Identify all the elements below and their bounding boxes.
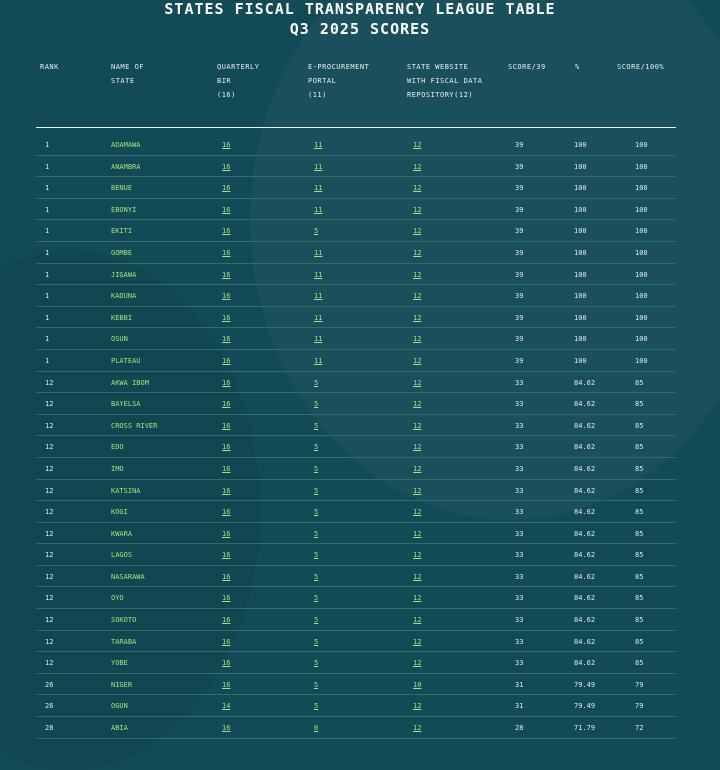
rank-cell: 1 <box>45 292 50 301</box>
website-cell[interactable]: 12 <box>413 702 422 711</box>
table-row <box>36 480 676 502</box>
score-39-cell: 33 <box>515 508 524 517</box>
rank-cell: 12 <box>45 400 54 409</box>
score-100-cell: 100 <box>635 227 648 236</box>
e-procurement-cell[interactable]: 5 <box>314 594 319 603</box>
e-procurement-cell[interactable]: 5 <box>314 616 319 625</box>
header-rank: RANK <box>40 63 59 71</box>
website-cell[interactable]: 12 <box>413 637 422 646</box>
website-cell[interactable]: 12 <box>413 529 422 538</box>
state-name-cell: KWARA <box>111 529 133 538</box>
table-row <box>36 695 676 717</box>
table-row <box>36 328 676 350</box>
e-procurement-cell[interactable]: 5 <box>314 572 319 581</box>
rank-cell: 1 <box>45 313 50 322</box>
website-cell[interactable]: 10 <box>413 680 422 689</box>
state-name-cell: KADUNA <box>111 292 137 301</box>
e-procurement-cell[interactable]: 11 <box>314 335 323 344</box>
percent-cell: 79.49 <box>574 702 596 711</box>
state-name-cell: EKITI <box>111 227 133 236</box>
rank-cell: 12 <box>45 378 54 387</box>
quarterly-bir-cell[interactable]: 16 <box>222 270 231 279</box>
table-row <box>36 566 676 588</box>
table-row <box>36 415 676 437</box>
percent-cell: 84.62 <box>574 400 596 409</box>
state-name-cell: OGUN <box>111 702 128 711</box>
website-cell[interactable]: 12 <box>413 421 422 430</box>
title-block <box>0 0 720 39</box>
score-100-cell: 85 <box>635 637 644 646</box>
score-39-cell: 33 <box>515 378 524 387</box>
state-name-cell: EBONYI <box>111 205 137 214</box>
state-name-cell: TARABA <box>111 637 137 646</box>
e-procurement-cell[interactable]: 11 <box>314 270 323 279</box>
table-row <box>36 242 676 264</box>
table-row <box>36 631 676 653</box>
website-cell[interactable]: 12 <box>413 248 422 257</box>
score-100-cell: 85 <box>635 400 644 409</box>
percent-cell: 84.62 <box>574 616 596 625</box>
quarterly-bir-cell[interactable]: 16 <box>222 421 231 430</box>
state-name-cell: IMO <box>111 464 124 473</box>
e-procurement-cell[interactable]: 5 <box>314 378 319 387</box>
table-row <box>36 609 676 631</box>
score-100-cell: 79 <box>635 680 644 689</box>
percent-cell: 100 <box>574 205 587 214</box>
header-score-39: SCORE/39 <box>508 63 546 71</box>
score-39-cell: 33 <box>515 572 524 581</box>
website-cell[interactable]: 12 <box>413 551 422 560</box>
website-cell[interactable]: 12 <box>413 464 422 473</box>
rank-cell: 28 <box>45 724 54 733</box>
percent-cell: 100 <box>574 313 587 322</box>
score-100-cell: 100 <box>635 205 648 214</box>
e-procurement-cell[interactable]: 11 <box>314 205 323 214</box>
header-quarterly-bir: QUARTERLY BIR (16) <box>217 63 260 99</box>
page-title: STATES FISCAL TRANSPARENCY LEAGUE TABLE <box>164 0 556 18</box>
quarterly-bir-cell[interactable]: 16 <box>222 637 231 646</box>
quarterly-bir-cell[interactable]: 16 <box>222 659 231 668</box>
state-name-cell: PLATEAU <box>111 356 141 365</box>
e-procurement-cell[interactable]: 5 <box>314 680 319 689</box>
e-procurement-cell[interactable]: 5 <box>314 659 319 668</box>
rank-cell: 12 <box>45 594 54 603</box>
rank-cell: 12 <box>45 464 54 473</box>
score-100-cell: 85 <box>635 616 644 625</box>
e-procurement-cell[interactable]: 5 <box>314 227 319 236</box>
quarterly-bir-cell[interactable]: 16 <box>222 529 231 538</box>
score-39-cell: 33 <box>515 486 524 495</box>
table-row <box>36 393 676 415</box>
quarterly-bir-cell[interactable]: 16 <box>222 227 231 236</box>
rank-cell: 1 <box>45 270 50 279</box>
state-name-cell: NASARAWA <box>111 572 145 581</box>
percent-cell: 100 <box>574 184 587 193</box>
percent-cell: 84.62 <box>574 572 596 581</box>
header-score-100: SCORE/100% <box>617 63 665 71</box>
score-39-cell: 33 <box>515 529 524 538</box>
score-39-cell: 31 <box>515 702 524 711</box>
rank-cell: 1 <box>45 205 50 214</box>
e-procurement-cell[interactable]: 5 <box>314 551 319 560</box>
state-name-cell: KEBBI <box>111 313 133 322</box>
rank-cell: 12 <box>45 443 54 452</box>
score-100-cell: 79 <box>635 702 644 711</box>
e-procurement-cell[interactable]: 0 <box>314 724 319 733</box>
quarterly-bir-cell[interactable]: 16 <box>222 248 231 257</box>
rank-cell: 1 <box>45 335 50 344</box>
percent-cell: 84.62 <box>574 421 596 430</box>
score-39-cell: 33 <box>515 659 524 668</box>
percent-cell: 84.62 <box>574 659 596 668</box>
state-name-cell: OSUN <box>111 335 128 344</box>
table-row <box>36 199 676 221</box>
header-divider <box>36 127 676 128</box>
website-cell[interactable]: 12 <box>413 616 422 625</box>
e-procurement-cell[interactable]: 5 <box>314 529 319 538</box>
table-row <box>36 674 676 696</box>
score-39-cell: 39 <box>515 227 524 236</box>
score-39-cell: 33 <box>515 464 524 473</box>
score-39-cell: 39 <box>515 356 524 365</box>
quarterly-bir-cell[interactable]: 16 <box>222 680 231 689</box>
score-100-cell: 85 <box>635 594 644 603</box>
percent-cell: 100 <box>574 270 587 279</box>
state-name-cell: KATSINA <box>111 486 141 495</box>
table-row <box>36 436 676 458</box>
score-100-cell: 85 <box>635 659 644 668</box>
score-39-cell: 39 <box>515 162 524 171</box>
rank-cell: 12 <box>45 529 54 538</box>
score-39-cell: 39 <box>515 184 524 193</box>
e-procurement-cell[interactable]: 11 <box>314 356 323 365</box>
score-100-cell: 100 <box>635 184 648 193</box>
score-100-cell: 100 <box>635 356 648 365</box>
percent-cell: 100 <box>574 227 587 236</box>
state-name-cell: ANAMBRA <box>111 162 141 171</box>
website-cell[interactable]: 12 <box>413 659 422 668</box>
score-100-cell: 85 <box>635 443 644 452</box>
page-subtitle: Q3 2025 SCORES <box>289 20 431 38</box>
percent-cell: 84.62 <box>574 508 596 517</box>
e-procurement-cell[interactable]: 5 <box>314 400 319 409</box>
score-39-cell: 33 <box>515 443 524 452</box>
e-procurement-cell[interactable]: 5 <box>314 486 319 495</box>
state-name-cell: BAYELSA <box>111 400 141 409</box>
rank-cell: 1 <box>45 227 50 236</box>
score-39-cell: 39 <box>515 335 524 344</box>
score-100-cell: 85 <box>635 378 644 387</box>
score-39-cell: 39 <box>515 313 524 322</box>
website-cell[interactable]: 12 <box>413 572 422 581</box>
score-39-cell: 28 <box>515 724 524 733</box>
state-name-cell: YOBE <box>111 659 128 668</box>
quarterly-bir-cell[interactable]: 16 <box>222 162 231 171</box>
score-100-cell: 100 <box>635 162 648 171</box>
score-39-cell: 33 <box>515 594 524 603</box>
percent-cell: 100 <box>574 248 587 257</box>
website-cell[interactable]: 12 <box>413 205 422 214</box>
table-row <box>36 372 676 394</box>
quarterly-bir-cell[interactable]: 16 <box>222 616 231 625</box>
quarterly-bir-cell[interactable]: 16 <box>222 572 231 581</box>
website-cell[interactable]: 12 <box>413 356 422 365</box>
table-row <box>36 264 676 286</box>
quarterly-bir-cell[interactable]: 16 <box>222 486 231 495</box>
score-100-cell: 85 <box>635 486 644 495</box>
website-cell[interactable]: 12 <box>413 335 422 344</box>
website-cell[interactable]: 12 <box>413 400 422 409</box>
score-100-cell: 100 <box>635 292 648 301</box>
quarterly-bir-cell[interactable]: 16 <box>222 443 231 452</box>
score-100-cell: 100 <box>635 248 648 257</box>
percent-cell: 84.62 <box>574 594 596 603</box>
state-name-cell: LAGOS <box>111 551 133 560</box>
state-name-cell: OYO <box>111 594 124 603</box>
percent-cell: 100 <box>574 356 587 365</box>
rank-cell: 1 <box>45 356 50 365</box>
quarterly-bir-cell[interactable]: 16 <box>222 335 231 344</box>
quarterly-bir-cell[interactable]: 16 <box>222 551 231 560</box>
website-cell[interactable]: 12 <box>413 162 422 171</box>
e-procurement-cell[interactable]: 5 <box>314 637 319 646</box>
e-procurement-cell[interactable]: 11 <box>314 292 323 301</box>
table-row <box>36 156 676 178</box>
quarterly-bir-cell[interactable]: 16 <box>222 141 231 149</box>
score-39-cell: 31 <box>515 680 524 689</box>
rank-cell: 12 <box>45 508 54 517</box>
percent-cell: 100 <box>574 162 587 171</box>
header-state: NAME OF STATE <box>111 63 145 85</box>
score-39-cell: 39 <box>515 248 524 257</box>
score-100-cell: 72 <box>635 724 644 733</box>
percent-cell: 84.62 <box>574 551 596 560</box>
quarterly-bir-cell[interactable]: 16 <box>222 205 231 214</box>
e-procurement-cell[interactable]: 11 <box>314 248 323 257</box>
percent-cell: 71.79 <box>574 724 596 733</box>
table-row <box>36 134 676 156</box>
state-name-cell: AKWA IBOM <box>111 378 149 387</box>
rank-cell: 12 <box>45 659 54 668</box>
e-procurement-cell[interactable]: 5 <box>314 443 319 452</box>
rank-cell: 12 <box>45 616 54 625</box>
percent-cell: 84.62 <box>574 486 596 495</box>
score-39-cell: 39 <box>515 270 524 279</box>
website-cell[interactable]: 12 <box>413 508 422 517</box>
table-row <box>36 177 676 199</box>
table-row <box>36 307 676 329</box>
score-100-cell: 85 <box>635 421 644 430</box>
percent-cell: 84.62 <box>574 378 596 387</box>
e-procurement-cell[interactable]: 11 <box>314 141 323 149</box>
website-cell[interactable]: 12 <box>413 313 422 322</box>
state-name-cell: BENUE <box>111 184 133 193</box>
rank-cell: 12 <box>45 572 54 581</box>
table-row <box>36 652 676 674</box>
score-100-cell: 100 <box>635 313 648 322</box>
percent-cell: 79.49 <box>574 680 596 689</box>
state-name-cell: NIGER <box>111 680 133 689</box>
score-100-cell: 100 <box>635 270 648 279</box>
e-procurement-cell[interactable]: 11 <box>314 162 323 171</box>
header-percent: % <box>575 63 580 71</box>
state-name-cell: ABIA <box>111 724 128 733</box>
score-39-cell: 39 <box>515 292 524 301</box>
state-name-cell: JIGAWA <box>111 270 137 279</box>
rank-cell: 26 <box>45 680 54 689</box>
percent-cell: 100 <box>574 141 587 149</box>
rank-cell: 12 <box>45 551 54 560</box>
quarterly-bir-cell[interactable]: 16 <box>222 313 231 322</box>
e-procurement-cell[interactable]: 5 <box>314 464 319 473</box>
header-state-website: STATE WEBSITE WITH FISCAL DATA REPOSITORY(12) <box>407 63 483 99</box>
table-row <box>36 458 676 480</box>
score-39-cell: 33 <box>515 421 524 430</box>
e-procurement-cell[interactable]: 5 <box>314 508 319 517</box>
score-39-cell: 33 <box>515 400 524 409</box>
quarterly-bir-cell[interactable]: 16 <box>222 724 231 733</box>
quarterly-bir-cell[interactable]: 16 <box>222 464 231 473</box>
state-name-cell: SOKOTO <box>111 616 137 625</box>
table-row <box>36 501 676 523</box>
state-name-cell: KOGI <box>111 508 128 517</box>
table-row <box>36 717 676 739</box>
rank-cell: 26 <box>45 702 54 711</box>
rank-cell: 12 <box>45 421 54 430</box>
quarterly-bir-cell[interactable]: 16 <box>222 594 231 603</box>
score-100-cell: 100 <box>635 141 648 149</box>
rank-cell: 1 <box>45 141 50 149</box>
table-row <box>36 587 676 609</box>
rank-cell: 12 <box>45 486 54 495</box>
percent-cell: 84.62 <box>574 443 596 452</box>
website-cell[interactable]: 12 <box>413 486 422 495</box>
table-row <box>36 220 676 242</box>
quarterly-bir-cell[interactable]: 16 <box>222 508 231 517</box>
website-cell[interactable]: 12 <box>413 141 422 149</box>
percent-cell: 84.62 <box>574 464 596 473</box>
table-row <box>36 350 676 372</box>
score-39-cell: 33 <box>515 551 524 560</box>
score-100-cell: 100 <box>635 335 648 344</box>
score-39-cell: 33 <box>515 637 524 646</box>
rank-cell: 1 <box>45 162 50 171</box>
state-name-cell: ADAMAWA <box>111 141 141 149</box>
score-100-cell: 85 <box>635 572 644 581</box>
percent-cell: 84.62 <box>574 529 596 538</box>
website-cell[interactable]: 12 <box>413 184 422 193</box>
score-100-cell: 85 <box>635 529 644 538</box>
percent-cell: 84.62 <box>574 637 596 646</box>
state-name-cell: GOMBE <box>111 248 133 257</box>
score-39-cell: 39 <box>515 205 524 214</box>
quarterly-bir-cell[interactable]: 16 <box>222 378 231 387</box>
quarterly-bir-cell[interactable]: 16 <box>222 400 231 409</box>
table-row <box>36 523 676 545</box>
table-body <box>36 134 676 739</box>
website-cell[interactable]: 12 <box>413 724 422 733</box>
score-39-cell: 33 <box>515 616 524 625</box>
quarterly-bir-cell[interactable]: 16 <box>222 356 231 365</box>
rank-cell: 1 <box>45 184 50 193</box>
website-cell[interactable]: 12 <box>413 292 422 301</box>
quarterly-bir-cell[interactable]: 16 <box>222 292 231 301</box>
e-procurement-cell[interactable]: 5 <box>314 702 319 711</box>
table-row <box>36 285 676 307</box>
score-100-cell: 85 <box>635 508 644 517</box>
e-procurement-cell[interactable]: 11 <box>314 313 323 322</box>
website-cell[interactable]: 12 <box>413 443 422 452</box>
quarterly-bir-cell[interactable]: 16 <box>222 184 231 193</box>
score-100-cell: 85 <box>635 464 644 473</box>
score-100-cell: 85 <box>635 551 644 560</box>
state-name-cell: CROSS RIVER <box>111 421 158 430</box>
percent-cell: 100 <box>574 335 587 344</box>
quarterly-bir-cell[interactable]: 14 <box>222 702 231 711</box>
website-cell[interactable]: 12 <box>413 378 422 387</box>
website-cell[interactable]: 12 <box>413 594 422 603</box>
e-procurement-cell[interactable]: 11 <box>314 184 323 193</box>
rank-cell: 1 <box>45 248 50 257</box>
state-name-cell: EDO <box>111 443 124 452</box>
table-row <box>36 544 676 566</box>
e-procurement-cell[interactable]: 5 <box>314 421 319 430</box>
header-e-procurement: E-PROCUREMENT PORTAL (11) <box>308 63 370 99</box>
score-39-cell: 39 <box>515 141 524 149</box>
website-cell[interactable]: 12 <box>413 270 422 279</box>
website-cell[interactable]: 12 <box>413 227 422 236</box>
percent-cell: 100 <box>574 292 587 301</box>
rank-cell: 12 <box>45 637 54 646</box>
